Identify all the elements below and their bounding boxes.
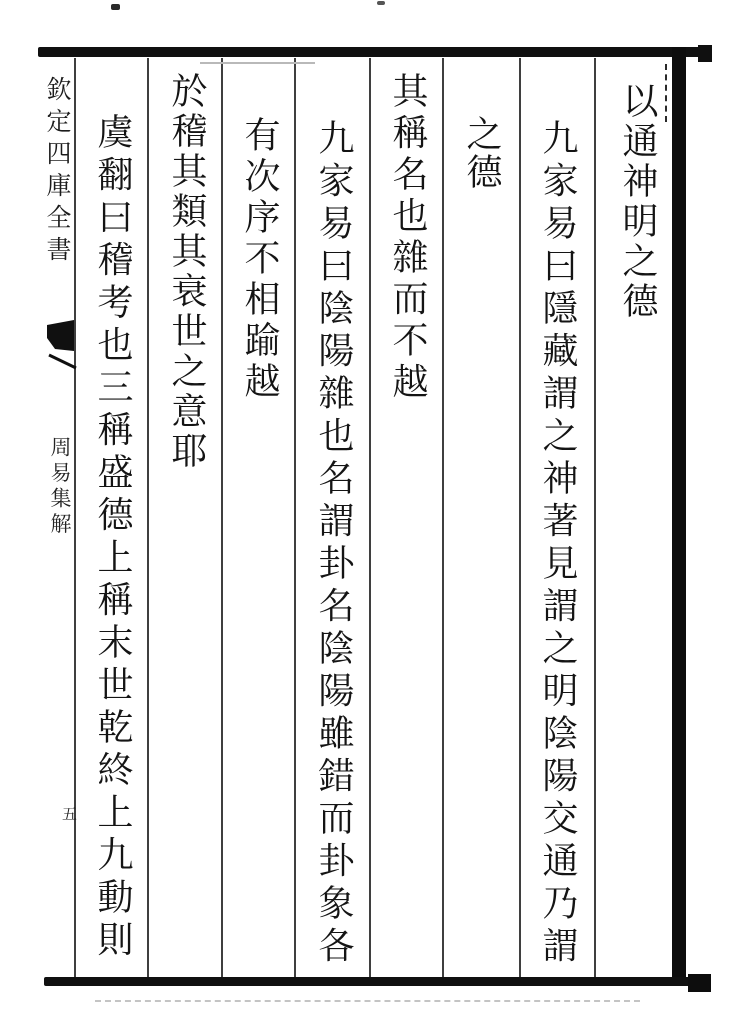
page-border-top-corner bbox=[698, 45, 712, 62]
scan-smudge-bottom bbox=[95, 1000, 640, 1002]
page-border-bottom bbox=[44, 977, 708, 986]
text-column-3: 之德 bbox=[461, 115, 502, 191]
column-rule-2 bbox=[519, 58, 521, 977]
text-column-8: 虞翻曰稽考也三稱盛德上稱末世乾終上九動則 bbox=[92, 113, 133, 963]
column-rule-5 bbox=[294, 58, 296, 977]
column-rule-1 bbox=[594, 58, 596, 977]
text-column-4: 其稱名也雜而不越 bbox=[387, 72, 428, 404]
column-rule-3 bbox=[442, 58, 444, 977]
text-column-7: 於稽其類其衰世之意耶 bbox=[166, 72, 207, 472]
column-rule-8 bbox=[74, 58, 76, 977]
running-title: 欽定四庫全書 bbox=[43, 76, 72, 268]
page-border-top bbox=[38, 47, 706, 57]
column-rule-7 bbox=[147, 58, 149, 977]
text-column-1: 以通神明之德 bbox=[617, 82, 658, 322]
text-column-5: 九家易曰陰陽雜也名謂卦名陰陽雖錯而卦象各 bbox=[313, 119, 354, 969]
page-border-bottom-right-corner bbox=[688, 974, 711, 992]
text-column-2: 九家易曰隱藏謂之神著見謂之明陰陽交通乃謂 bbox=[537, 119, 578, 969]
page-border-right bbox=[672, 47, 686, 985]
page-border-right-inner-line bbox=[665, 64, 667, 122]
scan-speck bbox=[111, 4, 120, 10]
page-number: 五 bbox=[60, 806, 78, 821]
column-rule-4 bbox=[369, 58, 371, 977]
text-column-6: 有次序不相踰越 bbox=[239, 116, 280, 403]
scan-speck bbox=[377, 1, 385, 5]
column-rule-6 bbox=[221, 58, 223, 977]
fishtail-mark bbox=[44, 318, 80, 372]
scan-smudge-top bbox=[200, 62, 315, 64]
book-title: 周易集解 bbox=[48, 436, 72, 538]
